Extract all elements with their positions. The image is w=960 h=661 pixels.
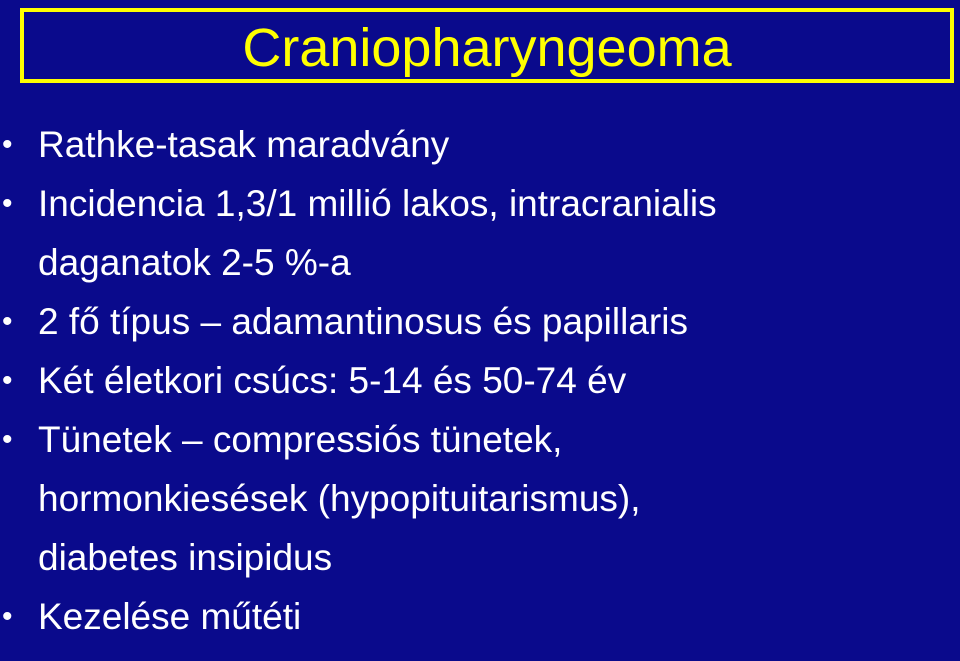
title-box <box>20 8 954 83</box>
bullet-icon: • <box>2 423 13 456</box>
bullet-item <box>0 587 960 646</box>
bullet-text: 2 fő típus – adamantinosus és papillaris <box>38 301 688 342</box>
slide-title: Craniopharyngeoma <box>242 18 732 78</box>
bullet-item <box>0 292 960 351</box>
bullet-item <box>0 115 960 174</box>
bullet-icon: • <box>2 364 13 397</box>
bullet-text: Tünetek – compressiós tünetek, <box>38 419 563 460</box>
bullet-text-continued: diabetes insipidus <box>38 537 333 578</box>
bullet-item <box>0 410 960 587</box>
bullet-item <box>0 174 960 292</box>
bullet-list <box>0 115 960 646</box>
bullet-item <box>0 351 960 410</box>
bullet-icon: • <box>2 187 13 220</box>
bullet-text: Rathke-tasak maradvány <box>38 124 450 165</box>
bullet-icon: • <box>2 305 13 338</box>
bullet-icon: • <box>2 128 13 161</box>
bullet-text: Két életkori csúcs: 5-14 és 50-74 év <box>38 360 627 401</box>
bullet-text: Incidencia 1,3/1 millió lakos, intracranialis <box>38 183 717 224</box>
bullet-text: Kezelése műtéti <box>38 596 302 637</box>
bullet-text-continued: hormonkiesések (hypopituitarismus), <box>38 478 641 519</box>
bullet-text-continued: daganatok 2-5 %-a <box>38 242 351 283</box>
bullet-icon: • <box>2 600 13 633</box>
